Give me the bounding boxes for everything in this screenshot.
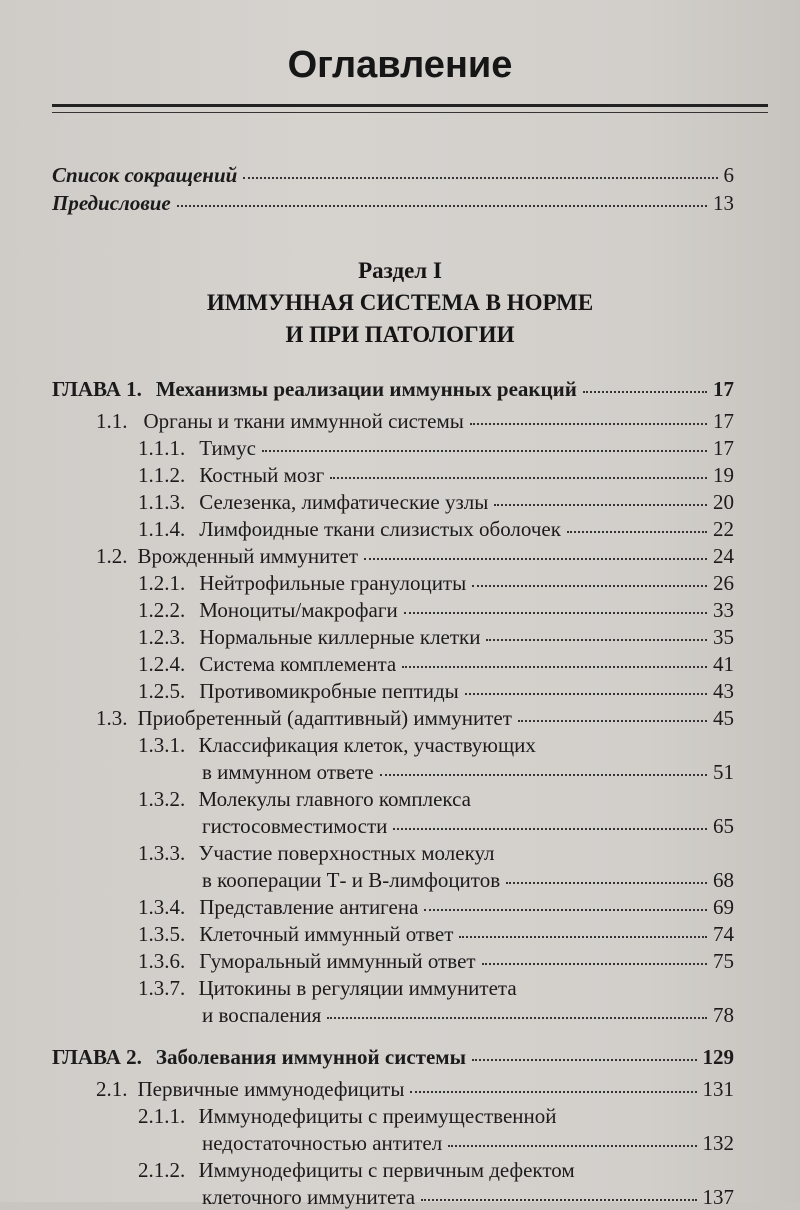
toc-entry-1-3-4[interactable] [138,894,734,920]
toc-entry-1-2-2[interactable] [138,597,734,623]
toc-page-number: 19 [713,463,734,487]
toc-page-number: 26 [713,571,734,595]
toc-page-number: 33 [713,598,734,622]
toc-entry-1-1-1[interactable] [138,435,734,461]
toc-page-number: 35 [713,625,734,649]
toc-entry-label: Врожденный иммунитет [137,544,359,568]
toc-entry-label-continued: в иммунном ответе [202,760,374,784]
leader-dots [380,773,707,776]
toc-entry-label: Лимфоидные ткани слизистых оболочек [199,517,561,541]
toc-page-number: 22 [713,517,734,541]
toc-page-number: 13 [713,191,734,215]
leader-dots [330,476,707,479]
toc-entry-label: Представление антигена [199,895,419,919]
toc-entry-number: 2.1.1. [138,1104,186,1128]
leader-dots [262,449,707,452]
toc-entry-number: 2.1.2. [138,1158,186,1182]
page-title: Оглавление [287,44,513,86]
toc-entry-number: 1.1.2. [138,463,186,487]
toc-entry-chapter-1[interactable] [52,376,734,402]
leader-dots [424,908,707,911]
toc-entry-1-3-3-line2[interactable] [202,867,734,893]
toc-entry-number: 1.3.2. [138,787,186,811]
toc-entry-label: Тимус [199,436,256,460]
toc-entry-number: 2.1. [96,1077,128,1101]
toc-entry-label-continued: недостаточностью антител [202,1131,443,1155]
toc-entry-chapter-2[interactable] [52,1044,734,1070]
toc-entry-1-3-2-line2[interactable] [202,813,734,839]
toc-entry-number: 1.1.4. [138,517,186,541]
toc-entry-number: 1.2.2. [138,598,186,622]
toc-entry-2-1-1-line1[interactable] [138,1103,557,1129]
toc-entry-1-2-1[interactable] [138,570,734,596]
toc-entry-number: 1.1.3. [138,490,186,514]
toc-entry-label-continued: и воспаления [202,1003,322,1027]
toc-entry-number: 1.2.3. [138,625,186,649]
title-rule-thin [52,112,768,113]
leader-dots [410,1090,696,1093]
toc-entry-1-3-5[interactable] [138,921,734,947]
toc-entry-2-1[interactable] [96,1076,734,1102]
toc-entry-number: ГЛАВА 1. [52,377,142,401]
toc-entry-label-continued: гистосовместимости [202,814,388,838]
leader-dots [177,204,707,207]
toc-entry-number: 1.2.4. [138,652,186,676]
leader-dots [486,638,707,641]
toc-page-number: 132 [702,1131,734,1155]
toc-entry-label: Селезенка, лимфатические узлы [199,490,489,514]
leader-dots [402,665,707,668]
toc-entry-number: 1.1.1. [138,436,186,460]
toc-entry-1-2-3[interactable] [138,624,734,650]
toc-page-number: 78 [713,1003,734,1027]
leader-dots [583,390,707,393]
leader-dots [448,1144,696,1147]
leader-dots [243,176,717,179]
toc-entry-label: Система комплемента [199,652,397,676]
toc-entry-label: Клеточный иммунный ответ [199,922,454,946]
toc-entry-label: Нормальные киллерные клетки [199,625,481,649]
toc-entry-label-continued: в кооперации Т- и В-лимфоцитов [202,868,501,892]
section-title-line2: И ПРИ ПАТОЛОГИИ [285,322,515,347]
toc-entry-1-3-7-line2[interactable] [202,1002,734,1028]
toc-entry-number: 1.3.1. [138,733,186,757]
toc-page-number: 74 [713,922,734,946]
toc-entry-label: Предисловие [52,191,171,215]
toc-entry-label: Участие поверхностных молекул [198,841,495,865]
toc-entry-number: 1.3.6. [138,949,186,973]
toc-entry-1-1[interactable] [96,408,734,434]
toc-page-number: 17 [713,377,734,401]
toc-page-number: 69 [713,895,734,919]
toc-entry-number: 1.3.7. [138,976,186,1000]
toc-entry-abbreviations[interactable] [52,162,734,188]
toc-entry-2-1-2-line1[interactable] [138,1157,575,1183]
toc-entry-label: Костный мозг [199,463,325,487]
toc-entry-1-1-3[interactable] [138,489,734,515]
toc-page-number: 75 [713,949,734,973]
toc-entry-label: Заболевания иммунной системы [155,1045,466,1069]
leader-dots [421,1198,696,1201]
toc-entry-1-2-5[interactable] [138,678,734,704]
toc-entry-label: Список сокращений [52,163,238,187]
section-label: Раздел I [358,258,442,283]
section-title-line1: ИММУННАЯ СИСТЕМА В НОРМЕ [206,290,594,315]
toc-entry-label: Первичные иммунодефициты [137,1077,405,1101]
toc-entry-label: Цитокины в регуляции иммунитета [198,976,517,1000]
leader-dots [470,422,707,425]
leader-dots [518,719,707,722]
leader-dots [393,827,707,830]
toc-entry-1-3-1-line2[interactable] [202,759,734,785]
toc-entry-2-1-1-line2[interactable] [202,1130,734,1156]
leader-dots [364,557,707,560]
toc-entry-number: 1.3.4. [138,895,186,919]
toc-entry-number: 1.3. [96,706,128,730]
toc-page-number: 45 [713,706,734,730]
toc-page-number: 137 [702,1185,734,1209]
leader-dots [465,692,707,695]
toc-page-number: 17 [713,409,734,433]
toc-entry-label-continued: клеточного иммунитета [202,1185,416,1209]
toc-entry-label: Моноциты/макрофаги [199,598,398,622]
toc-entry-number: 1.3.3. [138,841,186,865]
toc-entry-number: 1.2.5. [138,679,186,703]
leader-dots [404,611,707,614]
toc-page-number: 129 [702,1045,734,1069]
toc-entry-preface[interactable] [52,190,734,216]
toc-entry-label: Приобретенный (адаптивный) иммунитет [137,706,512,730]
leader-dots [472,1058,697,1061]
leader-dots [459,935,707,938]
toc-entry-label: Иммунодефициты с преимущественной [198,1104,557,1128]
toc-entry-1-3-3-line1[interactable] [138,840,495,866]
toc-entry-1-3-1-line1[interactable] [138,732,536,758]
toc-entry-number: 1.3.5. [138,922,186,946]
toc-page-number: 6 [723,163,734,187]
leader-dots [506,881,707,884]
toc-entry-label: Противомикробные пептиды [199,679,459,703]
toc-entry-label: Органы и ткани иммунной системы [143,409,464,433]
toc-page-number: 131 [702,1077,734,1101]
toc-page-number: 41 [713,652,734,676]
toc-entry-number: ГЛАВА 2. [52,1045,142,1069]
toc-entry-number: 1.2.1. [138,571,186,595]
toc-page-number: 65 [713,814,734,838]
toc-page-number: 24 [713,544,734,568]
toc-entry-1-3-2-line1[interactable] [138,786,471,812]
toc-entry-label: Нейтрофильные гранулоциты [199,571,467,595]
toc-entry-label: Гуморальный иммунный ответ [199,949,476,973]
toc-page-number: 43 [713,679,734,703]
toc-entry-number: 1.2. [96,544,128,568]
toc-page-number: 17 [713,436,734,460]
toc-entry-1-1-2[interactable] [138,462,734,488]
toc-entry-1-2-4[interactable] [138,651,734,677]
toc-entry-label: Иммунодефициты с первичным дефектом [198,1158,575,1182]
toc-entry-number: 1.1. [96,409,128,433]
toc-entry-1-3-6[interactable] [138,948,734,974]
leader-dots [472,584,707,587]
toc-entry-label: Молекулы главного комплекса [198,787,471,811]
leader-dots [567,530,707,533]
title-rule-thick [52,104,768,107]
leader-dots [494,503,707,506]
toc-entry-label: Классификация клеток, участвующих [198,733,536,757]
toc-entry-1-1-4[interactable] [138,516,734,542]
toc-entry-2-1-2-line2[interactable] [202,1184,734,1210]
toc-entry-1-2[interactable] [96,543,734,569]
toc-page-number: 68 [713,868,734,892]
leader-dots [482,962,707,965]
toc-entry-1-3[interactable] [96,705,734,731]
leader-dots [327,1016,707,1019]
toc-page-number: 20 [713,490,734,514]
toc-entry-label: Механизмы реализации иммунных реакций [155,377,577,401]
toc-page-number: 51 [713,760,734,784]
toc-entry-1-3-7-line1[interactable] [138,975,517,1001]
